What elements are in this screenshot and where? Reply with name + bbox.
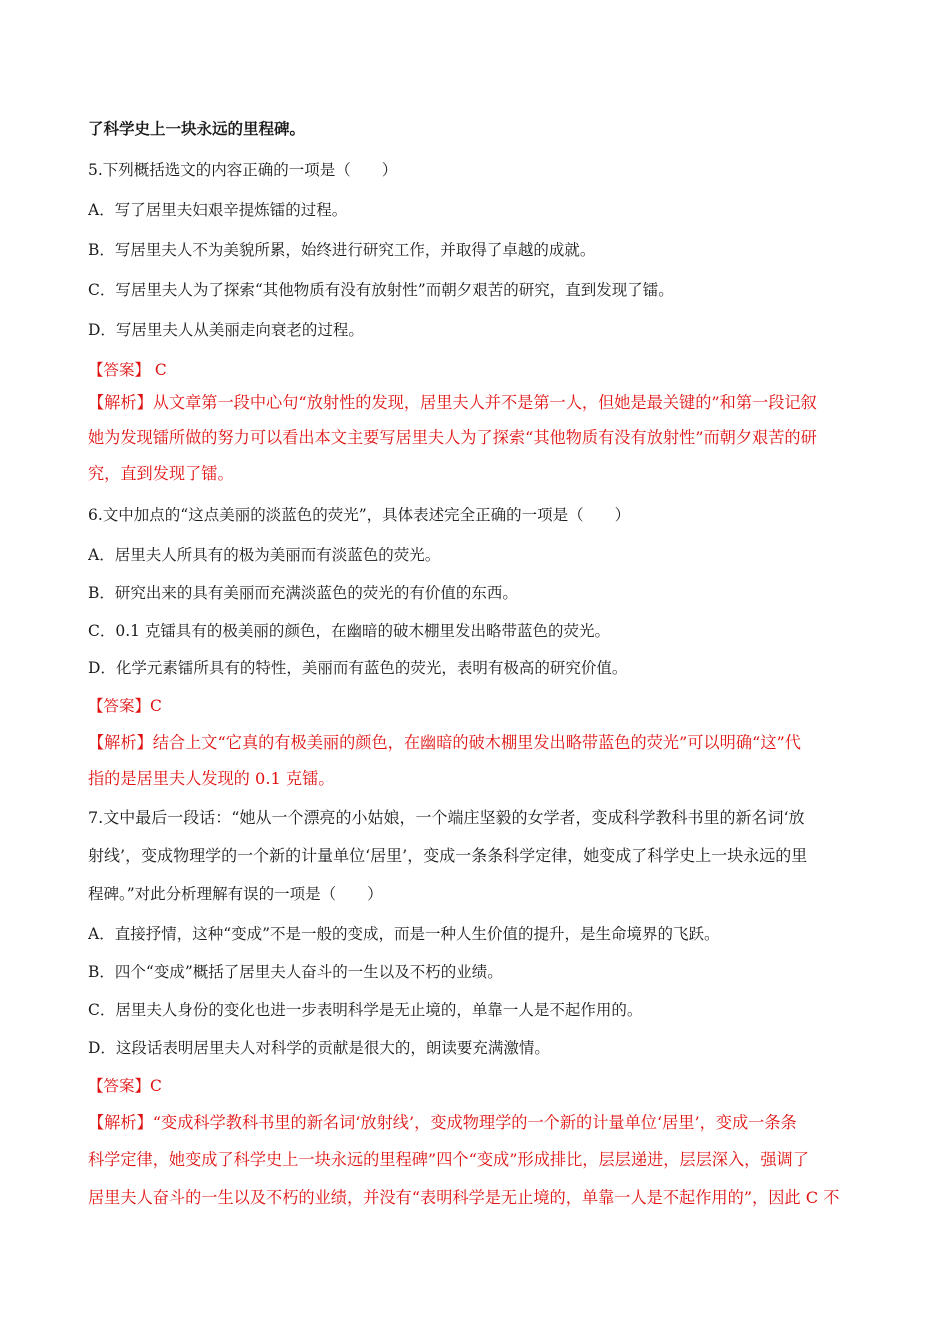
q7-stem-line: 程碑。”对此分析理解有误的一项是（ ）	[88, 885, 383, 903]
q7-option-b: B．四个“变成”概括了居里夫人奋斗的一生以及不朽的业绩。	[88, 963, 503, 981]
q5-analysis-line: 【解析】从文章第一段中心句“放射性的发现，居里夫人并不是第一人，但她是最关键的”和第一段记叙	[88, 393, 817, 412]
q5-option-c: C．写居里夫人为了探索“其他物质有没有放射性”而朝夕艰苦的研究，直到发现了镭。	[88, 281, 674, 299]
q6-option-a: A．居里夫人所具有的极为美丽而有淡蓝色的荧光。	[88, 546, 441, 564]
q5-answer: 【答案】 C	[88, 361, 167, 379]
q7-stem-line: 射线’，变成物理学的一个新的计量单位‘居里’，变成一条条科学定律，她变成了科学史上一块永远的里	[88, 846, 808, 865]
q7-answer: 【答案】C	[88, 1077, 162, 1095]
q6-option-b: B．研究出来的具有美丽而充满淡蓝色的荧光的有价值的东西。	[88, 584, 518, 602]
q7-option-d: D．这段话表明居里夫人对科学的贡献是很大的，朗读要充满激情。	[88, 1039, 550, 1057]
q6-analysis-line: 【解析】结合上文“它真的有极美丽的颜色，在幽暗的破木棚里发出略带蓝色的荧光”可以明确“这”代	[88, 733, 801, 752]
q6-option-c: C．0.1 克镭具有的极美丽的颜色，在幽暗的破木棚里发出略带蓝色的荧光。	[88, 622, 610, 640]
q5-option-a: A．写了居里夫妇艰辛提炼镭的过程。	[88, 201, 348, 219]
intro-tail-text: 了科学史上一块永远的里程碑。	[88, 119, 306, 138]
q5-option-d: D．写居里夫人从美丽走向衰老的过程。	[88, 321, 364, 339]
q5-stem: 5.下列概括选文的内容正确的一项是（ ）	[88, 161, 398, 179]
q5-option-b: B．写居里夫人不为美貌所累，始终进行研究工作，并取得了卓越的成就。	[88, 241, 596, 259]
q7-option-c: C．居里夫人身份的变化也进一步表明科学是无止境的，单靠一人是不起作用的。	[88, 1001, 643, 1019]
q7-analysis-line: 居里夫人奋斗的一生以及不朽的业绩，并没有“表明科学是无止境的，单靠一人是不起作用的”，因此 C 不	[88, 1188, 840, 1207]
q5-analysis-line: 她为发现镭所做的努力可以看出本文主要写居里夫人为了探索“其他物质有没有放射性”而朝夕艰苦的研	[88, 428, 817, 447]
q6-analysis-line: 指的是居里夫人发现的 0.1 克镭。	[88, 769, 335, 788]
q7-option-a: A．直接抒情，这种“变成”不是一般的变成，而是一种人生价值的提升，是生命境界的飞跃。	[88, 925, 720, 943]
q6-option-d: D．化学元素镭所具有的特性，美丽而有蓝色的荧光，表明有极高的研究价值。	[88, 659, 628, 677]
q6-answer: 【答案】C	[88, 697, 162, 715]
q7-analysis-line: 科学定律，她变成了科学史上一块永远的里程碑”四个“变成”形成排比，层层递进，层层深入，强调了	[88, 1150, 809, 1169]
q7-stem-line: 7.文中最后一段话：“她从一个漂亮的小姑娘，一个端庄坚毅的女学者，变成科学教科书里的新名词‘放	[88, 808, 805, 827]
q7-analysis-line: 【解析】“变成科学教科书里的新名词‘放射线’，变成物理学的一个新的计量单位‘居里’，变成一条条	[88, 1113, 797, 1132]
q6-stem: 6.文中加点的“这点美丽的淡蓝色的荧光”，具体表述完全正确的一项是（ ）	[88, 506, 631, 524]
q5-analysis-line: 究，直到发现了镭。	[88, 464, 234, 483]
